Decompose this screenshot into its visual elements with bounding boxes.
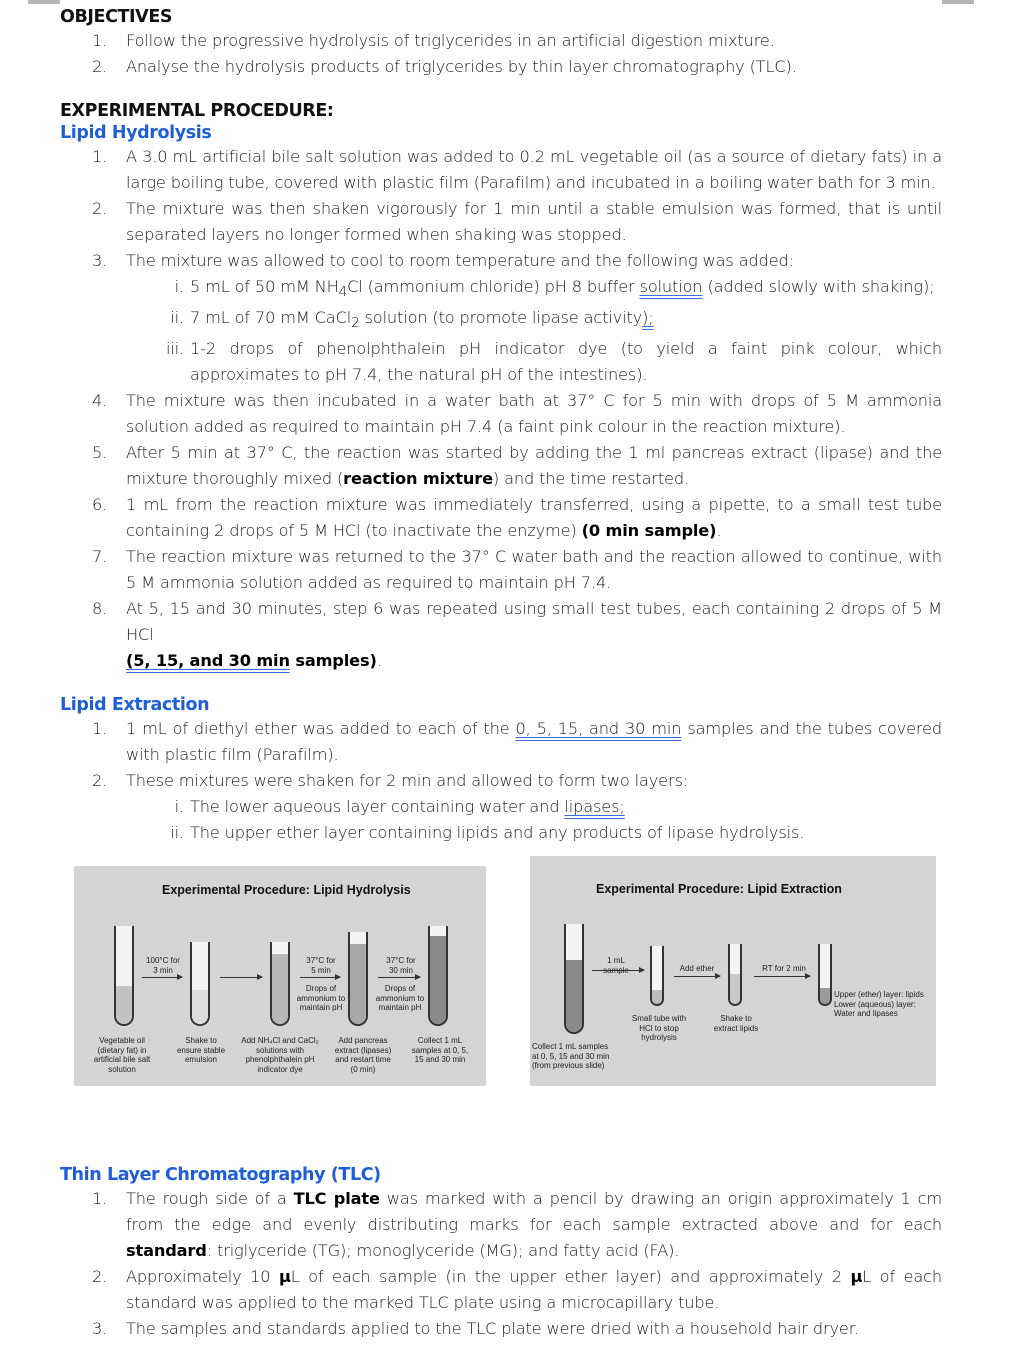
item-text: (added slowly with shaking); xyxy=(702,277,935,296)
label-text: emulsion xyxy=(184,1055,217,1064)
extraction-steps xyxy=(60,716,942,794)
list-item xyxy=(60,1264,942,1316)
step-label: RT for 2 min xyxy=(762,964,806,973)
step-label xyxy=(296,956,346,975)
list-item xyxy=(60,1186,942,1264)
item-text: The reaction mixture was returned to the 37° C water bath and the reaction allowed to continue, with 5 M ammonia solution added as required to maintain pH 7.4. xyxy=(126,547,942,593)
list-item xyxy=(60,794,942,820)
page-corner-right xyxy=(942,0,974,4)
label-text: sample xyxy=(603,965,629,975)
figure-title: Experimental Procedure: Lipid Hydrolysis xyxy=(162,883,411,897)
item-text: The samples and standards applied to the TLC plate were dried with a household hair dryer. xyxy=(126,1319,859,1338)
item-number: 2. xyxy=(92,199,108,218)
step-label xyxy=(370,984,430,1013)
tube-caption xyxy=(86,1036,158,1074)
hydrolysis-substeps xyxy=(60,274,942,388)
item-text: . xyxy=(376,651,382,671)
tube-vegetable-oil xyxy=(114,926,134,1026)
tlc-heading: Thin Layer Chromatography (TLC) xyxy=(60,1165,381,1185)
item-text: The lower aqueous layer containing water and xyxy=(190,797,565,817)
item-number: 6. xyxy=(92,495,108,515)
list-item xyxy=(60,54,942,80)
label-text: Water and lipases xyxy=(834,1009,898,1018)
label-text: HCl to stop xyxy=(639,1023,679,1033)
step-label xyxy=(292,984,350,1013)
label-text: Upper (ether) layer: lipids xyxy=(834,990,924,999)
label-text: 3 min xyxy=(153,965,173,975)
extraction-figure xyxy=(530,856,936,1086)
list-item xyxy=(60,274,942,305)
item-text: These mixtures were shaken for 2 min and allowed to form two layers: xyxy=(126,771,689,791)
label-text: ammonium to xyxy=(375,993,425,1003)
hydrolysis-heading: Lipid Hydrolysis xyxy=(60,123,212,143)
step-label: Add ether xyxy=(679,964,715,973)
tube-caption xyxy=(532,1042,622,1071)
arrow-icon xyxy=(220,977,262,978)
item-number: 2. xyxy=(92,771,108,791)
item-text: At 5, 15 and 30 minutes, step 6 was repeated using small test tubes, each containing 2 drops of 5 M HCl xyxy=(126,599,942,645)
hydrolysis-figure xyxy=(74,866,486,1086)
objectives-list xyxy=(60,28,942,80)
label-text: ensure stable xyxy=(176,1045,226,1055)
label-text: 37°C for xyxy=(386,956,416,965)
label-text: Lower (aqueous) layer: xyxy=(834,999,916,1009)
tube-layers xyxy=(818,944,832,1006)
arrow-icon xyxy=(378,977,420,978)
item-text: Cl (ammonium chloride) pH 8 buffer xyxy=(347,277,640,296)
underlined-text: lipases; xyxy=(564,797,625,817)
underlined-text: ); xyxy=(642,308,654,328)
item-text: After 5 min at 37° C, the reaction was started by adding the 1 ml pancreas extract (lipase) and the mixture thoroughly mixed ( xyxy=(126,443,942,489)
label-text: 100°C for xyxy=(146,956,180,965)
tube-caption xyxy=(330,1036,396,1074)
item-text: L of each standard was applied to the marked TLC plate using a microcapillary tube. xyxy=(126,1267,942,1312)
item-text: The mixture was then shaken vigorously for 1 min until a stable emulsion was formed, that is until separated layers no longer formed when shaking was stopped. xyxy=(126,199,942,244)
tube-reaction-mixture xyxy=(564,924,584,1034)
item-text: A 3.0 mL artificial bile salt solution was added to 0.2 mL vegetable oil (as a source of dietary fats) in a large boiling tube, covered with plastic film (Parafilm) and incubated in a boiling water bath for 3 min. xyxy=(126,147,942,192)
bold-text: samples) xyxy=(289,651,377,671)
item-number: 1. xyxy=(92,1189,108,1208)
item-text: The rough side of a xyxy=(126,1189,294,1208)
item-number: ii. xyxy=(170,823,184,843)
item-text: The mixture was allowed to cool to room temperature and the following was added: xyxy=(126,251,794,270)
item-number: 2. xyxy=(92,57,108,76)
item-number: 1. xyxy=(92,31,108,50)
bold-text: standard xyxy=(126,1241,207,1260)
list-item xyxy=(60,492,942,544)
procedure-heading: EXPERIMENTAL PROCEDURE: xyxy=(60,101,334,121)
item-text: The upper ether layer containing lipids and any products of lipase hydrolysis. xyxy=(190,823,805,843)
objectives-heading: OBJECTIVES xyxy=(60,7,173,27)
procedure-figures xyxy=(0,856,1020,1088)
tube-small-hcl xyxy=(650,946,664,1006)
label-text: maintain pH xyxy=(299,1003,343,1012)
underlined-bold-text: (5, 15, and 30 min xyxy=(126,651,290,671)
label-text: ammonium to xyxy=(296,993,346,1003)
label-text: (dietary fat) in xyxy=(97,1045,147,1055)
subscript: 2 xyxy=(351,315,360,332)
item-number: 7. xyxy=(92,547,108,567)
tube-caption xyxy=(626,1014,692,1043)
item-number: 4. xyxy=(92,391,108,411)
list-item xyxy=(60,28,942,54)
list-item xyxy=(60,388,942,440)
item-text: L of each sample (in the upper ether layer) and approximately 2 xyxy=(290,1267,851,1286)
list-item xyxy=(60,144,942,196)
item-number: 2. xyxy=(92,1267,108,1286)
hydrolysis-steps xyxy=(60,144,942,274)
item-text: 1 mL of diethyl ether was added to each of the xyxy=(126,719,516,739)
item-text: 5 mL of 50 mM NH xyxy=(190,277,339,296)
list-item xyxy=(60,440,942,492)
item-number: 8. xyxy=(92,599,108,619)
step-label xyxy=(376,956,426,975)
label-text: at 0, 5, 15 and 30 min xyxy=(532,1051,610,1061)
arrow-icon xyxy=(142,977,182,978)
item-text: : triglyceride (TG); monoglyceride (MG); and fatty acid (FA). xyxy=(206,1241,680,1260)
list-item xyxy=(60,305,942,336)
label-text: Shake to xyxy=(720,1014,752,1023)
list-item xyxy=(60,196,942,248)
item-text: The mixture was then incubated in a water bath at 37° C for 5 min with drops of 5 M ammonia solution added as required to maintain pH 7.4 (a faint pink colour in the reaction mixture). xyxy=(126,391,942,437)
label-text: Drops of xyxy=(384,984,416,993)
tube-emulsion xyxy=(190,942,210,1026)
mu-symbol: µ xyxy=(850,1267,863,1286)
tube-caption xyxy=(708,1014,764,1033)
extraction-substeps xyxy=(60,794,942,846)
list-item xyxy=(60,1316,942,1342)
tube-ether-added xyxy=(728,944,742,1006)
tlc-section xyxy=(60,1164,942,1342)
extraction-heading: Lipid Extraction xyxy=(60,695,210,716)
tube-caption xyxy=(834,990,934,1019)
label-text: Collect 1 mL xyxy=(417,1036,463,1045)
label-text: Shake to xyxy=(185,1036,217,1045)
label-text: solutions with xyxy=(255,1045,305,1055)
tube-caption xyxy=(172,1036,230,1065)
label-text: artificial bile salt xyxy=(93,1055,151,1064)
label-text: Add pancreas xyxy=(338,1036,388,1045)
item-number: 5. xyxy=(92,443,108,463)
item-number: i. xyxy=(174,797,184,817)
label-text: Small tube with xyxy=(631,1014,687,1023)
item-text: solution (to promote lipase activity xyxy=(359,308,643,328)
tube-caption xyxy=(408,1036,472,1065)
list-item xyxy=(60,544,942,596)
arrow-icon xyxy=(300,977,340,978)
label-text: samples at 0, 5, xyxy=(411,1045,469,1055)
document-body xyxy=(60,6,942,846)
item-number: 3. xyxy=(92,251,108,270)
item-text: 7 mL of 70 mM CaCl xyxy=(190,308,352,328)
item-text: 1-2 drops of phenolphthalein pH indicator dye (to yield a faint pink colour, which approximates to pH 7.4, the natural pH of the intestines). xyxy=(190,339,942,385)
item-text: 1 mL from the reaction mixture was immediately transferred, using a pipette, to a small test tube containing 2 drops of 5 M HCl (to inactivate the enzyme) xyxy=(126,495,942,541)
item-number: 1. xyxy=(92,147,108,166)
list-item xyxy=(60,716,942,768)
bold-text: TLC plate xyxy=(293,1189,380,1208)
item-number: 1. xyxy=(92,719,108,739)
step-label xyxy=(598,956,634,975)
label-text: phenolphthalein pH xyxy=(245,1055,315,1064)
bold-text: reaction mixture xyxy=(343,469,493,489)
list-item xyxy=(60,248,942,274)
step-label xyxy=(140,956,186,975)
label-text: (0 min) xyxy=(350,1064,376,1074)
figure-title: Experimental Procedure: Lipid Extraction xyxy=(596,882,842,896)
label-text: (from previous slide) xyxy=(532,1061,605,1070)
label-text: extract lipids xyxy=(713,1023,759,1033)
subscript: 4 xyxy=(338,284,348,301)
list-item xyxy=(60,820,942,846)
item-number: i. xyxy=(174,277,184,296)
list-item xyxy=(60,768,942,794)
item-number: iii. xyxy=(165,339,184,359)
label-text: 5 min xyxy=(311,965,331,975)
label-text: extract (lipases) xyxy=(334,1045,392,1055)
item-text: samples and the tubes covered with plastic film (Parafilm). xyxy=(126,719,942,765)
label-text: 37°C for xyxy=(306,956,336,965)
label-text: Vegetable oil xyxy=(99,1036,145,1045)
item-number: 3. xyxy=(92,1319,108,1338)
mu-symbol: µ xyxy=(278,1267,291,1286)
tube-buffer-added xyxy=(270,942,290,1026)
item-text: . xyxy=(716,521,722,541)
label-text: indicator dye xyxy=(257,1064,303,1074)
page-corner-left xyxy=(28,0,60,4)
item-text: was marked with a pencil by drawing an origin approximately 1 cm from the edge and evenly distributing marks for each sample extracted above and for each xyxy=(126,1189,942,1234)
label-text: 15 and 30 min xyxy=(414,1055,466,1064)
item-number: ii. xyxy=(170,308,184,328)
label-text: Drops of xyxy=(305,984,337,993)
label-text: maintain pH xyxy=(378,1003,422,1012)
underlined-text: 0, 5, 15, and 30 min xyxy=(515,719,682,739)
label-text: and restart time xyxy=(335,1055,391,1064)
label-text: 1 mL xyxy=(607,956,625,965)
underlined-text: solution xyxy=(639,277,703,296)
label-text: solution xyxy=(108,1064,136,1074)
tube-pancreas-added xyxy=(348,932,368,1026)
bold-text: (0 min sample) xyxy=(581,521,717,541)
label-text: Collect 1 mL samples xyxy=(532,1042,609,1051)
label-text: 30 min xyxy=(388,965,413,975)
item-text: Approximately 10 xyxy=(126,1267,279,1286)
item-text: Follow the progressive hydrolysis of triglycerides in an artificial digestion mixture. xyxy=(126,31,775,50)
tube-samples xyxy=(428,926,448,1026)
label-text: Add NH₄Cl and CaCl₂ xyxy=(241,1036,319,1045)
arrow-icon xyxy=(674,976,720,977)
label-text: hydrolysis xyxy=(641,1033,677,1042)
item-text: ) and the time restarted. xyxy=(492,469,689,489)
tlc-steps xyxy=(60,1186,942,1342)
hydrolysis-steps-cont xyxy=(60,388,942,674)
list-item xyxy=(60,336,942,388)
list-item xyxy=(60,596,942,674)
tube-caption xyxy=(238,1036,322,1074)
item-text: Analyse the hydrolysis products of triglycerides by thin layer chromatography (TLC). xyxy=(126,57,797,76)
arrow-icon xyxy=(754,976,810,977)
